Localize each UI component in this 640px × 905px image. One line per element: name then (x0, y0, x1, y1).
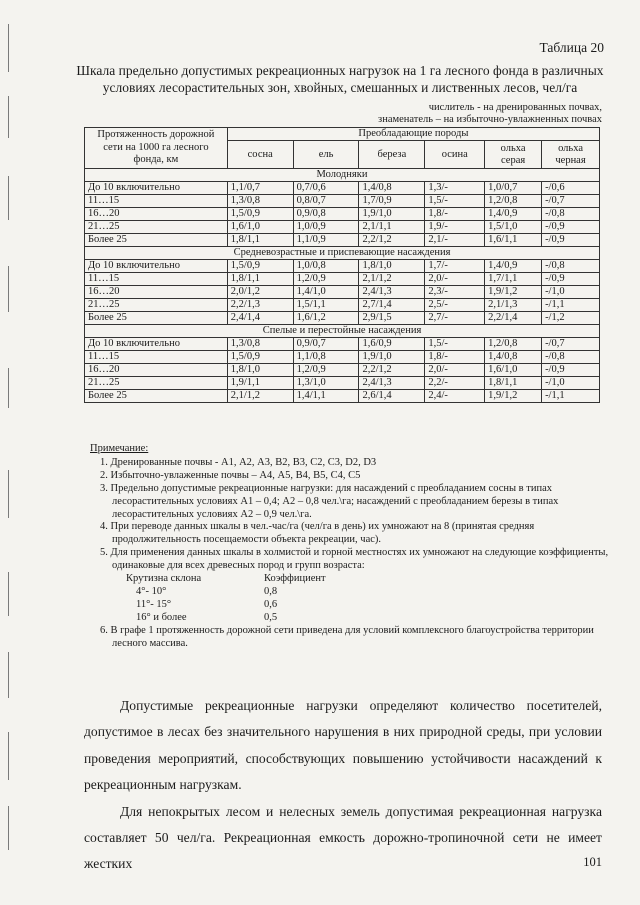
row-label: Более 25 (85, 389, 228, 402)
table-cell: 2,2/1,3 (227, 298, 293, 311)
table-cell: 2,1/1,3 (485, 298, 542, 311)
row-label: 16…20 (85, 285, 228, 298)
table-cell: 1,0/0,7 (485, 181, 542, 194)
table-row (85, 194, 600, 207)
row-label: 21…25 (85, 298, 228, 311)
table-row (85, 298, 600, 311)
table-cell: 2,4/1,3 (359, 285, 425, 298)
table-cell: 1,5/0,9 (227, 207, 293, 220)
table-cell: 1,8/1,0 (359, 259, 425, 272)
legend-numerator: числитель - на дренированных почвах, (428, 102, 602, 113)
table-row (85, 311, 600, 324)
slope-steepness: 16° и более (136, 611, 187, 623)
table-cell: 1,4/0,9 (485, 259, 542, 272)
table-cell: 1,8/1,1 (227, 233, 293, 246)
table-cell: 1,1/0,9 (293, 233, 359, 246)
table-cell: -/0,7 (542, 194, 600, 207)
table-cell: 0,8/0,7 (293, 194, 359, 207)
table-cell: 2,2/1,2 (359, 363, 425, 376)
body-paragraph: Для непокрытых лесом и нелесных земель допустимая рекреационная нагрузка составляет 50 чел/га. Рекреационная емкость дорожно-тропиночной сети не имеет жестких (84, 803, 602, 872)
legend-denominator: знаменатель – на избыточно-увлажненных почвах (378, 114, 602, 125)
table-cell: 2,1/1,2 (227, 389, 293, 402)
table-cell: 1,1/0,7 (227, 181, 293, 194)
table-row (85, 337, 600, 350)
table-row (85, 285, 600, 298)
table-cell: -/0,9 (542, 363, 600, 376)
table-cell: 1,9/1,1 (227, 376, 293, 389)
table-cell: 1,8/1,1 (227, 272, 293, 285)
table-cell: 1,9/1,0 (359, 207, 425, 220)
table-cell: 2,9/1,5 (359, 311, 425, 324)
table-cell: 1,2/0,9 (293, 272, 359, 285)
table-cell: 1,0/0,8 (293, 259, 359, 272)
table-cell: -/1,2 (542, 311, 600, 324)
row-label: Более 25 (85, 233, 228, 246)
table-cell: 2,4/- (425, 389, 485, 402)
page-number: 101 (583, 855, 602, 869)
table-cell: 1,8/1,1 (485, 376, 542, 389)
table-cell: 1,5/0,9 (227, 259, 293, 272)
table-cell: 0,9/0,7 (293, 337, 359, 350)
note-item: 5. Для применения данных шкалы в холмистой и горной местностях их умножают на следующие коэффициенты, одинаковые для всех древесных пород и групп возраста: (100, 547, 609, 572)
section-header: Спелые и перестойные насаждения (85, 324, 600, 337)
table-cell: 1,5/0,9 (227, 350, 293, 363)
slope-coefficient: 0,8 (264, 585, 278, 597)
table-cell: 1,4/0,9 (485, 207, 542, 220)
slope-steepness: 4°- 10° (136, 585, 167, 597)
row-label: До 10 включительно (85, 337, 228, 350)
table-cell: 1,5/- (425, 337, 485, 350)
table-cell: 1,9/1,2 (485, 285, 542, 298)
table-cell: 1,3/0,8 (227, 337, 293, 350)
row-label: До 10 включительно (85, 259, 228, 272)
table-cell: 1,3/- (425, 181, 485, 194)
table-cell: -/0,7 (542, 337, 600, 350)
table-cell: -/0,8 (542, 207, 600, 220)
row-label: Более 25 (85, 311, 228, 324)
notes-heading: Примечание: (90, 443, 149, 454)
table-cell: 1,6/1,0 (485, 363, 542, 376)
table-row (85, 207, 600, 220)
table-row (85, 259, 600, 272)
header-dominant-species: Преобладающие породы (227, 128, 599, 141)
note-item: 4. При переводе данных шкалы в чел.-час/га (чел/га в день) их умножают на 8 (принятая средняя продолжительность посещаемости объекта рекреации, час). (100, 521, 535, 546)
table-cell: -/0,8 (542, 259, 600, 272)
table-cell: 2,4/1,3 (359, 376, 425, 389)
table-cell: 2,1/1,2 (359, 272, 425, 285)
slope-coefficient: 0,5 (264, 611, 278, 623)
table-cell: 1,2/0,9 (293, 363, 359, 376)
table-cell: 2,1/- (425, 233, 485, 246)
row-label: 21…25 (85, 220, 228, 233)
table-cell: 0,7/0,6 (293, 181, 359, 194)
table-row (85, 181, 600, 194)
table-legend (378, 102, 602, 126)
table-cell: 2,6/1,4 (359, 389, 425, 402)
slope-header-coefficient: Коэффициент (264, 573, 326, 585)
table-cell: 1,9/1,0 (359, 350, 425, 363)
table-cell: 2,5/- (425, 298, 485, 311)
table-cell: 1,6/1,1 (485, 233, 542, 246)
body-text (84, 693, 602, 878)
table-cell: -/0,6 (542, 181, 600, 194)
table-cell: 2,2/1,4 (485, 311, 542, 324)
table-cell: 1,7/1,1 (485, 272, 542, 285)
table-row (85, 389, 600, 402)
table-cell: 1,4/0,8 (359, 181, 425, 194)
recreation-load-table (84, 127, 600, 403)
table-cell: 2,0/- (425, 363, 485, 376)
row-label: 11…15 (85, 350, 228, 363)
table-cell: 1,4/1,1 (293, 389, 359, 402)
table-cell: 1,6/1,2 (293, 311, 359, 324)
row-label: До 10 включительно (85, 181, 228, 194)
table-cell: 2,2/1,2 (359, 233, 425, 246)
table-cell: 1,7/0,9 (359, 194, 425, 207)
header-species-aspen: осина (425, 141, 485, 169)
table-cell: 2,4/1,4 (227, 311, 293, 324)
header-road-network: Протяженность дорожной сети на 1000 га лесного фонда, км (85, 128, 228, 169)
table-cell: 1,8/- (425, 350, 485, 363)
table-cell: 1,7/- (425, 259, 485, 272)
slope-coefficient: 0,6 (264, 598, 278, 610)
binding-margin-marks (4, 0, 22, 905)
table-cell: 1,2/0,8 (485, 337, 542, 350)
row-label: 16…20 (85, 363, 228, 376)
table-cell: 1,4/0,8 (485, 350, 542, 363)
note-item: 1. Дренированные почвы - А1, А2, А3, В2, В3, С2, С3, D2, D3 (100, 456, 377, 468)
table-cell: 1,6/1,0 (227, 220, 293, 233)
table-cell: 2,3/- (425, 285, 485, 298)
table-row (85, 272, 600, 285)
table-cell: 1,4/1,0 (293, 285, 359, 298)
table-cell: -/1,1 (542, 298, 600, 311)
table-cell: 2,7/- (425, 311, 485, 324)
table-cell: 1,3/1,0 (293, 376, 359, 389)
table-cell: 1,5/1,0 (485, 220, 542, 233)
section-header: Молодняки (85, 168, 600, 181)
table-cell: 1,1/0,8 (293, 350, 359, 363)
row-label: 11…15 (85, 272, 228, 285)
slope-header-steepness: Крутизна склона (126, 573, 202, 585)
table-number: Таблица 20 (539, 40, 604, 55)
table-title: Шкала предельно допустимых рекреационных нагрузок на 1 га лесного фонда в различных условиях лесорастительных зон, хвойных, смешанных и лиственных лесов, чел/га (76, 63, 604, 95)
header-species-black-alder: ольха черная (542, 141, 600, 169)
note-item: 2. Избыточно-увлаженные почвы – А4, А5, В4, В5, С4, С5 (100, 469, 361, 481)
table-cell: 2,1/1,1 (359, 220, 425, 233)
section-header: Средневозрастные и приспевающие насаждения (85, 246, 600, 259)
row-label: 21…25 (85, 376, 228, 389)
table-cell: -/1,1 (542, 389, 600, 402)
table-cell: 1,9/- (425, 220, 485, 233)
row-label: 11…15 (85, 194, 228, 207)
table-cell: -/0,9 (542, 272, 600, 285)
table-row (85, 220, 600, 233)
header-species-spruce: ель (293, 141, 359, 169)
slope-coefficient-table (126, 573, 326, 625)
table-cell: 1,6/0,9 (359, 337, 425, 350)
table-cell: 1,0/0,9 (293, 220, 359, 233)
table-cell: -/0,8 (542, 350, 600, 363)
row-label: 16…20 (85, 207, 228, 220)
header-species-birch: береза (359, 141, 425, 169)
table-cell: 0,9/0,8 (293, 207, 359, 220)
table-cell: 1,2/0,8 (485, 194, 542, 207)
table-cell: -/1,0 (542, 285, 600, 298)
table-cell: 1,3/0,8 (227, 194, 293, 207)
table-cell: 1,5/- (425, 194, 485, 207)
table-cell: 2,0/- (425, 272, 485, 285)
table-cell: -/0,9 (542, 220, 600, 233)
table-cell: 2,7/1,4 (359, 298, 425, 311)
table-cell: 1,8/- (425, 207, 485, 220)
note-item: 3. Предельно допустимые рекреационные нагрузки: для насаждений с преобладанием сосны в типах лесорастительных условиях А1 – 0,4; А2 – 0,8 чел.\га; насаждений с преобладанием березы в типах лесорастительных условиях А2 – 0,9 чел.\га. (100, 482, 559, 520)
table-cell: 2,0/1,2 (227, 285, 293, 298)
table-cell: 1,9/1,2 (485, 389, 542, 402)
table-cell: -/0,9 (542, 233, 600, 246)
notes-block (90, 443, 610, 651)
table-row (85, 376, 600, 389)
table-row (85, 363, 600, 376)
slope-steepness: 11°- 15° (136, 598, 172, 610)
table-cell: 1,8/1,0 (227, 363, 293, 376)
table-row (85, 350, 600, 363)
note-item: 6. В графе 1 протяженность дорожной сети приведена для условий комплексного благоустройства территории лесного массива. (100, 624, 594, 649)
body-paragraph: Допустимые рекреационные нагрузки определяют количество посетителей, допустимое в лесах без значительного нарушения в них природной среды, при условии проведения мероприятий, способствующих повышению устойчивости насаждений к рекреационным нагрузкам. (84, 698, 602, 793)
header-species-pine: сосна (227, 141, 293, 169)
table-row (85, 233, 600, 246)
header-species-grey-alder: ольха серая (485, 141, 542, 169)
table-cell: 2,2/- (425, 376, 485, 389)
table-cell: -/1,0 (542, 376, 600, 389)
table-cell: 1,5/1,1 (293, 298, 359, 311)
